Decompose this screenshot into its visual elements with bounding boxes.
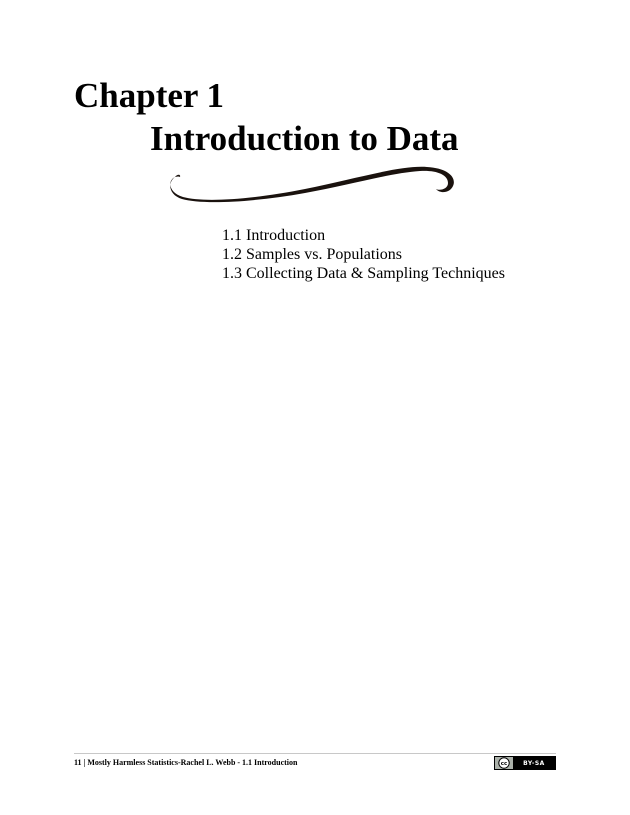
license-text: BY-SA bbox=[523, 759, 545, 767]
toc-item: 1.3 Collecting Data & Sampling Techniques bbox=[222, 265, 505, 282]
footer-text: 11 | Mostly Harmless Statistics-Rachel L. Webb - 1.1 Introduction bbox=[74, 758, 298, 767]
cc-circle-icon bbox=[498, 757, 510, 769]
flourish-divider-icon bbox=[165, 155, 465, 207]
chapter-label: Chapter 1 bbox=[74, 76, 225, 115]
toc-item: 1.2 Samples vs. Populations bbox=[222, 246, 403, 263]
creative-commons-icon bbox=[495, 757, 513, 769]
chapter-title: Introduction to Data bbox=[150, 119, 459, 158]
table-of-contents bbox=[222, 226, 505, 283]
toc-item: 1.1 Introduction bbox=[222, 227, 326, 244]
license-badge bbox=[494, 756, 556, 770]
svg-text:cc: cc bbox=[500, 761, 508, 768]
footer-divider bbox=[74, 753, 556, 754]
